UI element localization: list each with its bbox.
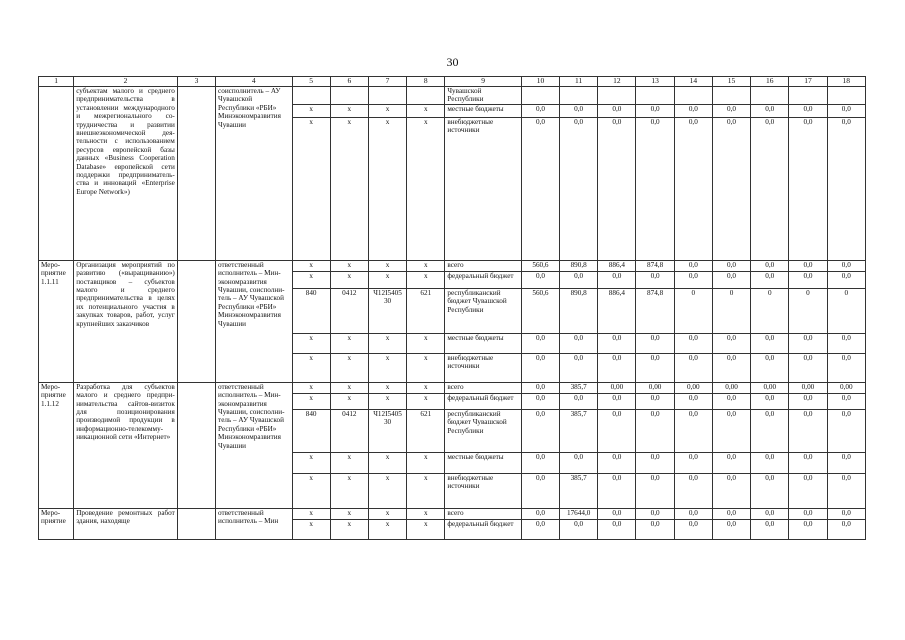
budget-code-cell: x	[407, 260, 445, 271]
measure-label: Мероприятие 1.1.12	[39, 382, 74, 508]
budget-code-cell: x	[292, 473, 330, 508]
year-value-cell: 0,0	[521, 382, 559, 393]
budget-code-cell: x	[407, 382, 445, 393]
budget-code-cell: x	[368, 508, 406, 519]
year-value-cell: 0,0	[674, 271, 712, 288]
column-header: 6	[330, 77, 368, 87]
year-value-cell: 0,0	[712, 519, 750, 539]
year-value-cell: 0	[827, 288, 865, 333]
year-value-cell: 0,0	[560, 353, 598, 382]
year-value-cell: 0,0	[521, 104, 559, 117]
year-value-cell: 0,0	[789, 473, 827, 508]
budget-code-cell: x	[330, 393, 368, 409]
year-value-cell: 0,0	[712, 260, 750, 271]
year-value-cell: 0,00	[789, 382, 827, 393]
column-3-cell	[177, 508, 215, 539]
budget-code-cell: x	[407, 508, 445, 519]
funding-source-cell: внебюджетные источники	[445, 473, 521, 508]
funding-source-cell: местные бюджеты	[445, 333, 521, 353]
funding-source-cell: федеральный бюджет	[445, 519, 521, 539]
year-value-cell: 0,0	[560, 117, 598, 260]
year-value-cell: 0,0	[751, 271, 789, 288]
year-value-cell	[560, 87, 598, 105]
year-value-cell: 0,0	[827, 333, 865, 353]
measure-label: Мероприятие	[39, 508, 74, 539]
column-header: 10	[521, 77, 559, 87]
budget-code-cell: x	[368, 473, 406, 508]
year-value-cell: 0,0	[712, 104, 750, 117]
year-value-cell: 0,0	[560, 519, 598, 539]
table-row	[39, 508, 866, 519]
budget-code-cell: x	[407, 117, 445, 260]
budget-code-cell: x	[368, 104, 406, 117]
budget-table	[38, 76, 866, 540]
funding-source-cell: федеральный бюджет	[445, 393, 521, 409]
budget-code-cell: x	[292, 519, 330, 539]
year-value-cell: 0,00	[674, 382, 712, 393]
budget-code-cell: x	[292, 353, 330, 382]
budget-code-cell: x	[292, 382, 330, 393]
table-row	[39, 87, 866, 105]
year-value-cell: 0,0	[751, 393, 789, 409]
year-value-cell: 385,7	[560, 382, 598, 393]
year-value-cell: 0,00	[712, 382, 750, 393]
year-value-cell: 0,0	[636, 452, 674, 473]
year-value-cell: 0,0	[560, 271, 598, 288]
year-value-cell: 0,0	[674, 452, 712, 473]
budget-code-cell: x	[407, 104, 445, 117]
budget-code-cell: x	[407, 271, 445, 288]
year-value-cell: 0,0	[789, 519, 827, 539]
budget-code-cell: x	[292, 260, 330, 271]
year-value-cell: 0,0	[674, 508, 712, 519]
column-3-cell	[177, 260, 215, 382]
year-value-cell: 0,0	[598, 508, 636, 519]
year-value-cell: 0,0	[827, 353, 865, 382]
measure-name: Разработка для субъектов малого и среднего предпринимательства сайтов-визиток для позиционирования производимой продукции в информационно-телекоммуникационной сети «Интернет»	[74, 382, 178, 508]
year-value-cell: 0,0	[674, 473, 712, 508]
funding-source-cell: всего	[445, 260, 521, 271]
year-value-cell: 0,0	[521, 409, 559, 452]
budget-code-cell: x	[330, 382, 368, 393]
funding-source-cell: местные бюджеты	[445, 104, 521, 117]
budget-code-cell: x	[368, 452, 406, 473]
year-value-cell: 0,0	[560, 333, 598, 353]
year-value-cell: 0,0	[789, 117, 827, 260]
executor-cell: ответственный исполнитель – Мин	[216, 508, 292, 539]
year-value-cell: 886,4	[598, 288, 636, 333]
year-value-cell: 385,7	[560, 473, 598, 508]
funding-source-cell: всего	[445, 508, 521, 519]
funding-source-cell: федеральный бюджет	[445, 271, 521, 288]
year-value-cell: 0,0	[521, 117, 559, 260]
budget-code-cell: x	[368, 333, 406, 353]
budget-code-cell: x	[292, 333, 330, 353]
budget-code-cell: x	[292, 104, 330, 117]
year-value-cell: 0	[712, 288, 750, 333]
column-header: 9	[445, 77, 521, 87]
year-value-cell: 0,0	[751, 473, 789, 508]
year-value-cell	[827, 87, 865, 105]
year-value-cell: 0,0	[827, 519, 865, 539]
year-value-cell: 0,0	[751, 260, 789, 271]
year-value-cell: 0,00	[827, 382, 865, 393]
budget-code-cell: 840	[292, 409, 330, 452]
budget-code-cell: 840	[292, 288, 330, 333]
year-value-cell: 0,0	[598, 519, 636, 539]
budget-code-cell: x	[368, 519, 406, 539]
budget-code-cell: x	[407, 452, 445, 473]
budget-code-cell: x	[292, 271, 330, 288]
budget-code-cell: x	[407, 393, 445, 409]
year-value-cell: 0	[674, 288, 712, 333]
page-number: 30	[446, 55, 459, 69]
budget-code-cell: x	[330, 508, 368, 519]
budget-code-cell: x	[330, 333, 368, 353]
year-value-cell	[521, 87, 559, 105]
year-value-cell: 0,0	[712, 452, 750, 473]
budget-code-cell: 621	[407, 409, 445, 452]
measure-name: Организация мероприятий по развитию («выращиванию») поставщиков – субъектов малого и среднего предпринимательства в целях их потенциального участия в закупках товаров, работ, услуг крупнейших заказчиков	[74, 260, 178, 382]
year-value-cell: 0,0	[712, 473, 750, 508]
year-value-cell: 0,0	[789, 508, 827, 519]
year-value-cell: 385,7	[560, 409, 598, 452]
column-header: 1	[39, 77, 74, 87]
year-value-cell: 0,0	[827, 117, 865, 260]
year-value-cell: 0,0	[789, 409, 827, 452]
funding-source-cell: внебюджетные источники	[445, 353, 521, 382]
budget-code-cell: x	[330, 117, 368, 260]
year-value-cell: 0,0	[521, 333, 559, 353]
funding-source-cell: местные бюджеты	[445, 452, 521, 473]
executor-cell: соисполнитель – АУ Чувашской Республики «РБИ» Минэкономразвития Чувашии	[216, 87, 292, 261]
year-value-cell: 0,0	[712, 333, 750, 353]
funding-source-cell: республиканский бюджет Чувашской Республики	[445, 409, 521, 452]
year-value-cell: 0,00	[598, 382, 636, 393]
year-value-cell: 0,0	[789, 353, 827, 382]
year-value-cell: 0,0	[827, 409, 865, 452]
year-value-cell: 0,0	[712, 117, 750, 260]
year-value-cell	[598, 87, 636, 105]
column-3-cell	[177, 87, 215, 261]
budget-code-cell: x	[368, 382, 406, 393]
year-value-cell: 0,0	[636, 473, 674, 508]
year-value-cell: 0,00	[751, 382, 789, 393]
column-header: 11	[560, 77, 598, 87]
year-value-cell: 0,0	[751, 508, 789, 519]
executor-cell: ответственный исполнитель – Минэкономразвития Чувашии, соисполнитель – АУ Чувашской Республики «РБИ» Минэкономразвития Чувашии	[216, 382, 292, 508]
year-value-cell: 0,0	[827, 260, 865, 271]
measure-name: Проведение ремонтных работ здания, находяще	[74, 508, 178, 539]
year-value-cell	[789, 87, 827, 105]
year-value-cell: 0,0	[636, 333, 674, 353]
budget-code-cell	[292, 87, 330, 105]
year-value-cell: 0,0	[636, 353, 674, 382]
year-value-cell: 0,0	[751, 409, 789, 452]
year-value-cell: 0,0	[598, 409, 636, 452]
measure-name: субъектам малого и среднего предпринимательства в установлении международного и межрегионального сотрудничества и развитии внешнеэкономической деятельности с использованием ресурсов европейской базы данных «Business Cooperation Database» европейской сети поддержки предпринимательства и инноваций «Enterprise Europe Network»)	[74, 87, 178, 261]
year-value-cell: 0,0	[712, 409, 750, 452]
column-3-cell	[177, 382, 215, 508]
year-value-cell: 0,0	[712, 508, 750, 519]
funding-source-cell: республиканский бюджет Чувашской Республики	[445, 288, 521, 333]
year-value-cell: 0,0	[789, 452, 827, 473]
column-number-row	[39, 77, 866, 87]
column-header: 4	[216, 77, 292, 87]
budget-code-cell: Ч12I5405 30	[368, 409, 406, 452]
budget-code-cell: x	[330, 260, 368, 271]
budget-code-cell: Ч12I5405 30	[368, 288, 406, 333]
year-value-cell: 0,0	[751, 333, 789, 353]
year-value-cell: 0,0	[674, 104, 712, 117]
year-value-cell: 0,0	[636, 271, 674, 288]
year-value-cell: 890,8	[560, 260, 598, 271]
budget-code-cell: x	[292, 393, 330, 409]
table-row	[39, 382, 866, 393]
budget-code-cell: x	[368, 117, 406, 260]
executor-cell: ответственный исполнитель – Минэкономразвития Чувашии, соисполнитель – АУ Чувашской Республики «РБИ» Минэкономразвития Чувашии	[216, 260, 292, 382]
year-value-cell: 0,0	[674, 519, 712, 539]
column-header: 3	[177, 77, 215, 87]
budget-code-cell: 0412	[330, 409, 368, 452]
budget-code-cell: x	[407, 353, 445, 382]
year-value-cell: 0,0	[636, 508, 674, 519]
year-value-cell: 0,0	[598, 104, 636, 117]
column-header: 5	[292, 77, 330, 87]
year-value-cell: 0,0	[636, 519, 674, 539]
column-header: 18	[827, 77, 865, 87]
year-value-cell: 0,0	[521, 452, 559, 473]
year-value-cell: 0,0	[598, 452, 636, 473]
budget-code-cell: x	[330, 519, 368, 539]
year-value-cell: 0,0	[598, 333, 636, 353]
year-value-cell: 0,0	[827, 393, 865, 409]
year-value-cell: 560,6	[521, 260, 559, 271]
column-header: 2	[74, 77, 178, 87]
budget-code-cell: x	[368, 260, 406, 271]
budget-code-cell: 0412	[330, 288, 368, 333]
measure-label	[39, 87, 74, 261]
budget-code-cell: x	[368, 393, 406, 409]
year-value-cell: 0,0	[598, 271, 636, 288]
year-value-cell: 0,0	[789, 393, 827, 409]
budget-code-cell: x	[407, 333, 445, 353]
year-value-cell: 0,0	[674, 260, 712, 271]
column-header: 14	[674, 77, 712, 87]
budget-code-cell	[368, 87, 406, 105]
budget-code-cell: x	[407, 519, 445, 539]
budget-code-cell: x	[330, 271, 368, 288]
budget-code-cell: x	[292, 117, 330, 260]
year-value-cell: 0,0	[674, 393, 712, 409]
year-value-cell: 0,0	[712, 353, 750, 382]
year-value-cell: 0,0	[636, 393, 674, 409]
year-value-cell: 0,0	[636, 409, 674, 452]
year-value-cell: 0,0	[712, 271, 750, 288]
year-value-cell: 0,0	[521, 353, 559, 382]
year-value-cell: 0,0	[598, 473, 636, 508]
year-value-cell: 0,0	[751, 104, 789, 117]
budget-code-cell	[407, 87, 445, 105]
budget-code-cell: x	[292, 508, 330, 519]
measure-label: Мероприятие 1.1.11	[39, 260, 74, 382]
year-value-cell: 0,0	[521, 519, 559, 539]
column-header: 13	[636, 77, 674, 87]
column-header: 12	[598, 77, 636, 87]
year-value-cell: 0,00	[636, 382, 674, 393]
year-value-cell: 0,0	[674, 353, 712, 382]
year-value-cell: 0,0	[636, 104, 674, 117]
year-value-cell: 0,0	[751, 117, 789, 260]
year-value-cell: 0,0	[636, 117, 674, 260]
budget-code-cell: x	[330, 104, 368, 117]
year-value-cell: 0,0	[827, 452, 865, 473]
column-header: 17	[789, 77, 827, 87]
year-value-cell: 0,0	[674, 117, 712, 260]
year-value-cell: 0,0	[598, 393, 636, 409]
year-value-cell: 0,0	[789, 333, 827, 353]
year-value-cell	[636, 87, 674, 105]
table-row	[39, 260, 866, 271]
year-value-cell	[712, 87, 750, 105]
year-value-cell	[751, 87, 789, 105]
year-value-cell: 0,0	[521, 271, 559, 288]
year-value-cell: 874,8	[636, 260, 674, 271]
budget-code-cell: x	[292, 452, 330, 473]
year-value-cell: 0,0	[827, 508, 865, 519]
column-header: 16	[751, 77, 789, 87]
budget-code-cell: x	[330, 452, 368, 473]
year-value-cell: 874,8	[636, 288, 674, 333]
funding-source-cell: Чувашской Республики	[445, 87, 521, 105]
year-value-cell: 0,0	[560, 393, 598, 409]
funding-source-cell: всего	[445, 382, 521, 393]
year-value-cell: 0,0	[674, 409, 712, 452]
year-value-cell: 560,6	[521, 288, 559, 333]
year-value-cell: 0	[751, 288, 789, 333]
year-value-cell: 0,0	[598, 117, 636, 260]
year-value-cell: 17644,0	[560, 508, 598, 519]
year-value-cell: 0,0	[598, 353, 636, 382]
year-value-cell: 0	[789, 288, 827, 333]
funding-source-cell: внебюджетные источники	[445, 117, 521, 260]
budget-code-cell: x	[330, 353, 368, 382]
year-value-cell: 0,0	[560, 452, 598, 473]
year-value-cell: 0,0	[789, 104, 827, 117]
year-value-cell: 886,4	[598, 260, 636, 271]
year-value-cell: 0,0	[751, 452, 789, 473]
year-value-cell: 0,0	[521, 508, 559, 519]
budget-code-cell: x	[368, 271, 406, 288]
year-value-cell: 890,8	[560, 288, 598, 333]
budget-code-cell: 621	[407, 288, 445, 333]
budget-code-cell: x	[407, 473, 445, 508]
year-value-cell: 0,0	[521, 393, 559, 409]
year-value-cell: 0,0	[674, 333, 712, 353]
column-header: 15	[712, 77, 750, 87]
year-value-cell: 0,0	[751, 353, 789, 382]
budget-code-cell: x	[368, 353, 406, 382]
table-body	[39, 77, 866, 540]
year-value-cell	[674, 87, 712, 105]
budget-code-cell: x	[330, 473, 368, 508]
year-value-cell: 0,0	[560, 104, 598, 117]
year-value-cell: 0,0	[827, 473, 865, 508]
budget-code-cell	[330, 87, 368, 105]
year-value-cell: 0,0	[712, 393, 750, 409]
column-header: 7	[368, 77, 406, 87]
year-value-cell: 0,0	[751, 519, 789, 539]
year-value-cell: 0,0	[521, 473, 559, 508]
year-value-cell: 0,0	[789, 271, 827, 288]
column-header: 8	[407, 77, 445, 87]
year-value-cell: 0,0	[827, 271, 865, 288]
year-value-cell: 0,0	[789, 260, 827, 271]
year-value-cell: 0,0	[827, 104, 865, 117]
